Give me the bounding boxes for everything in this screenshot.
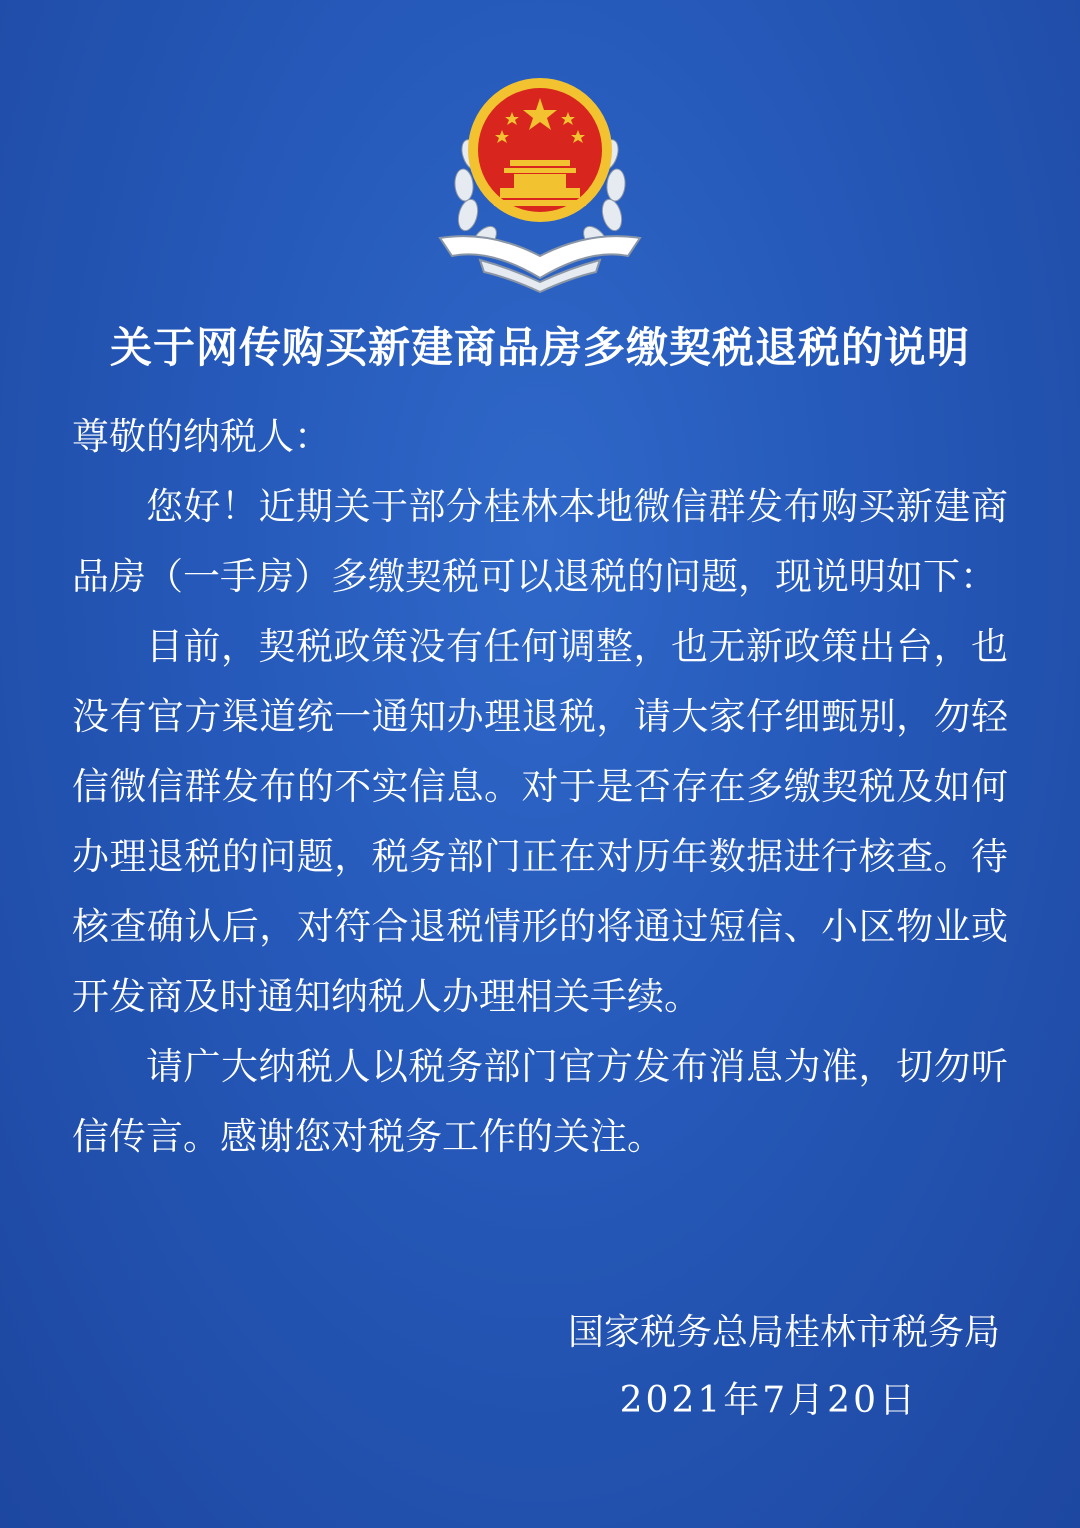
tax-emblem-icon bbox=[420, 60, 660, 300]
paragraph-1: 您好！近期关于部分桂林本地微信群发布购买新建商品房（一手房）多缴契税可以退税的问题，现说明如下： bbox=[72, 485, 1008, 598]
paragraph-2: 目前，契税政策没有任何调整，也无新政策出台，也没有官方渠道统一通知办理退税，请大家仔细甄别，勿轻信微信群发布的不实信息。对于是否存在多缴契税及如何办理退税的问题，税务部门正在对历年数据进行核查。待核查确认后，对符合退税情形的将通过短信、小区物业或开发商及时通知纳税人办理相关手续。 bbox=[72, 625, 1008, 1018]
notice-title: 关于网传购买新建商品房多缴契税退税的说明 bbox=[109, 323, 970, 372]
signature-date: 2021年7月20日 bbox=[619, 1380, 918, 1421]
notice-body bbox=[72, 402, 1008, 1172]
signature-organization: 国家税务总局桂林市税务局 bbox=[567, 1312, 1000, 1353]
paragraph-3: 请广大纳税人以税务部门官方发布消息为准，切勿听信传言。感谢您对税务工作的关注。 bbox=[72, 1045, 1008, 1158]
greeting: 尊敬的纳税人： bbox=[72, 415, 331, 458]
